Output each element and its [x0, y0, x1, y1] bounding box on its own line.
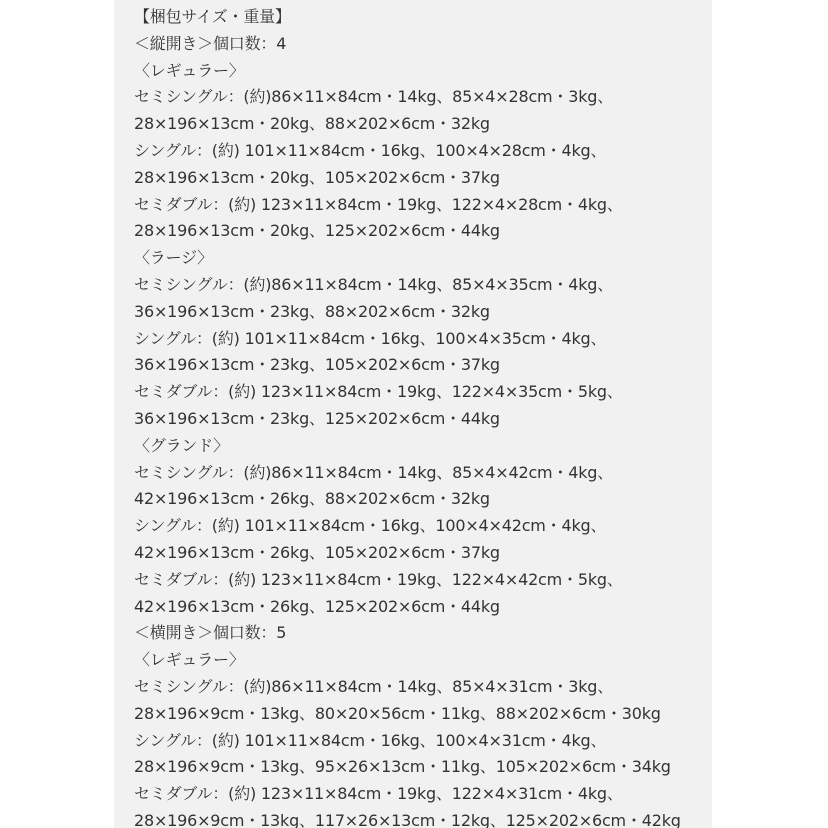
spec-line: 28×196×9cm・13kg、95×26×13cm・11kg、105×202×6cm・34kg [134, 757, 671, 777]
spec-line: セミシングル：(約)86×11×84cm・14kg、85×4×35cm・4kg、 [134, 274, 614, 294]
spec-line: 28×196×13cm・20kg、125×202×6cm・44kg [134, 221, 500, 241]
variant-heading-regular: 〈レギュラー〉 [134, 650, 245, 670]
variant-heading-grand: 〈グランド〉 [134, 435, 229, 455]
spec-line: セミシングル：(約)86×11×84cm・14kg、85×4×42cm・4kg、 [134, 462, 614, 482]
spec-lines [134, 4, 708, 828]
spec-line: セミシングル：(約)86×11×84cm・14kg、85×4×31cm・3kg、 [134, 676, 614, 696]
spec-line: 42×196×13cm・26kg、88×202×6cm・32kg [134, 489, 490, 509]
spec-line: シングル：(約) 101×11×84cm・16kg、100×4×42cm・4kg、 [134, 516, 607, 536]
horizontal-open-package-count: ＜横開き＞個口数：5 [134, 623, 287, 643]
spec-line: セミシングル：(約)86×11×84cm・14kg、85×4×28cm・3kg、 [134, 87, 614, 107]
spec-line: セミダブル：(約) 123×11×84cm・19kg、122×4×35cm・5kg、 [134, 382, 623, 402]
variant-heading-large: 〈ラージ〉 [134, 248, 213, 268]
section-heading-packaging: 【梱包サイズ・重量】 [134, 7, 291, 26]
spec-line: 28×196×13cm・20kg、88×202×6cm・32kg [134, 114, 490, 134]
spec-line: 28×196×9cm・13kg、80×20×56cm・11kg、88×202×6cm・30kg [134, 703, 661, 723]
spec-line: 36×196×13cm・23kg、88×202×6cm・32kg [134, 301, 490, 321]
vertical-open-package-count: ＜縦開き＞個口数：4 [134, 33, 287, 53]
spec-line: シングル：(約) 101×11×84cm・16kg、100×4×31cm・4kg、 [134, 730, 607, 750]
spec-line: 42×196×13cm・26kg、105×202×6cm・37kg [134, 542, 500, 562]
variant-heading-regular: 〈レギュラー〉 [134, 60, 245, 80]
spec-panel [114, 0, 712, 828]
spec-line: 36×196×13cm・23kg、125×202×6cm・44kg [134, 408, 500, 428]
spec-line: 28×196×13cm・20kg、105×202×6cm・37kg [134, 167, 500, 187]
spec-line: シングル：(約) 101×11×84cm・16kg、100×4×28cm・4kg、 [134, 140, 607, 160]
spec-line: セミダブル：(約) 123×11×84cm・19kg、122×4×42cm・5kg、 [134, 569, 623, 589]
spec-line: シングル：(約) 101×11×84cm・16kg、100×4×35cm・4kg、 [134, 328, 607, 348]
spec-line: セミダブル：(約) 123×11×84cm・19kg、122×4×31cm・4kg、 [134, 784, 623, 804]
spec-line: セミダブル：(約) 123×11×84cm・19kg、122×4×28cm・4kg、 [134, 194, 623, 214]
spec-line: 36×196×13cm・23kg、105×202×6cm・37kg [134, 355, 500, 375]
spec-line: 42×196×13cm・26kg、125×202×6cm・44kg [134, 596, 500, 616]
spec-line: 28×196×9cm・13kg、117×26×13cm・12kg、125×202×6cm・42kg [134, 810, 681, 828]
